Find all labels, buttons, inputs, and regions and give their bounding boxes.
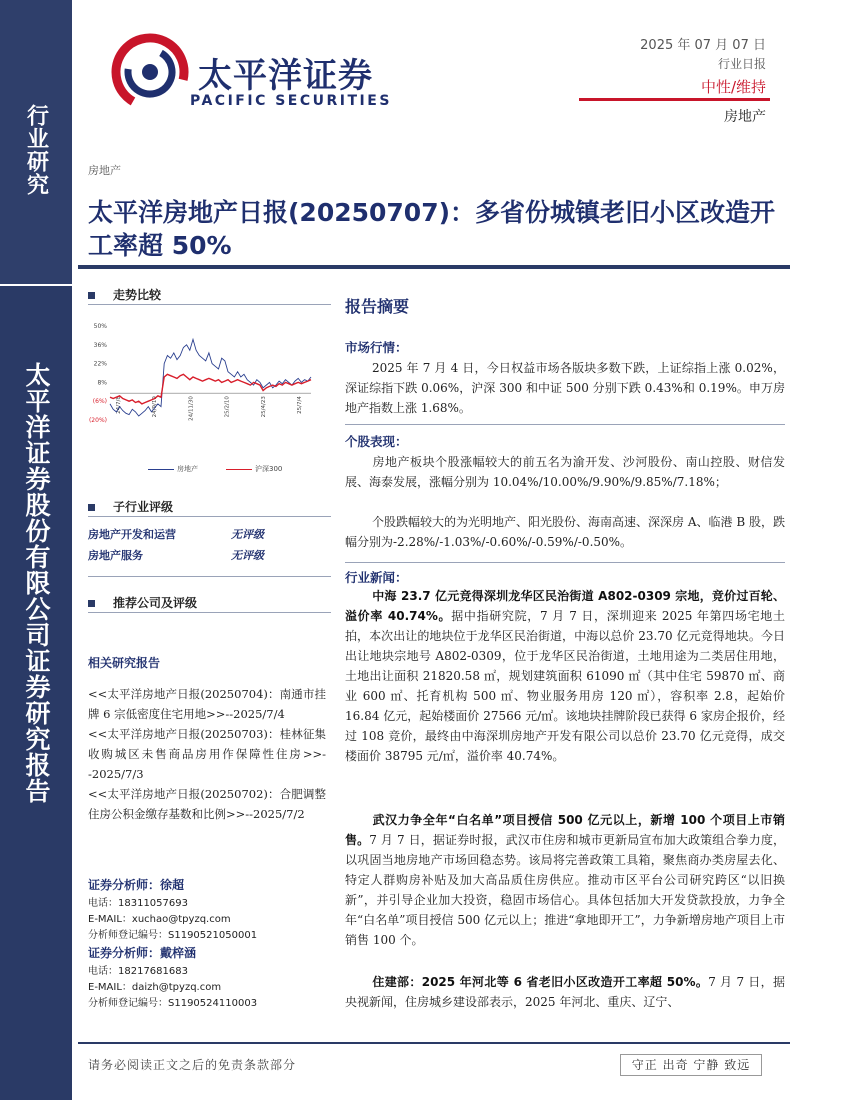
- news-text: 据中指研究院，7 月 7 日，深圳迎来 2025 年第四场宅地土拍，本次出让的地块位于龙华区民治街道，中海以总价 23.70 亿元竞得地块。今日出让地块宗地号 A802-0309，位于龙华区民治街道，土地用途为二类居住用地，土地出让面积 21820.58 ㎡，规划建筑面积 61090 ㎡（其中住宅 59870 ㎡、商业 600 ㎡、托育机构 500 ㎡、物业服务用房 120 ㎡），容积率 2.8，起始价 16.84 亿元，起始楼面价 27566 元/㎡。该地块挂牌阶段已获得 6 家房企报价，经过 108 竞价，最终由中海深圳房地产开发有限公司以总价 23.70 亿元竞得，成交楼面价 38795 元/㎡，溢价率 40.74%。: [345, 609, 785, 763]
- related-report-link[interactable]: <<太平洋房地产日报(20250704)：南通市挂牌 6 宗低密度住宅用地>>--2025/7/4: [88, 687, 326, 721]
- analyst-block: [88, 942, 331, 1012]
- x-tick-label: 25/2/10: [224, 396, 231, 418]
- y-tick-label: (6%): [92, 398, 107, 406]
- legend-swatch: [148, 469, 174, 470]
- news-text: 7 月 7 日，据证券时报，武汉市住房和城市更新局宣布加大政策组合拳力度，以巩固当地房地产市场回稳态势。该局将完善政策工具箱，聚焦商办类房屋去化、特定人群购房补贴及加大高品质住房供应。推动市区平台公司研究跨区“以旧换新”，并引导企业加大投资，稳固市场信心。具体包括加大开发贷款投放，力争全年“白名单”项目授信 500 亿元以上；推进“拿地即开工”，力争新增房地产项目上市销售 100 个。: [345, 833, 785, 947]
- y-tick-label: 36%: [93, 341, 107, 349]
- analyst-name: 证券分析师：徐超: [88, 878, 185, 892]
- sector-tag: 房地产: [88, 164, 121, 177]
- x-tick-label: 25/7/4: [297, 396, 303, 414]
- sidebar-company-label: 太平洋证券股份有限公司证券研究报告: [22, 362, 51, 804]
- report-sector: 房地产: [724, 109, 766, 125]
- chart-legend: [148, 464, 282, 474]
- news-text: 7 月 7 日，据央视新闻，住房城乡建设部表示，2025 年河北、重庆、辽宁、: [345, 975, 785, 1009]
- subindustry-heading-text: 子行业评级: [113, 500, 174, 514]
- legend-item-1: [226, 464, 282, 474]
- rating-value: 无评级: [231, 549, 264, 562]
- trend-heading: [88, 286, 161, 303]
- logo-en-text: PACIFIC SECURITIES: [190, 93, 392, 109]
- market-heading: 市场行情：: [345, 340, 408, 355]
- trend-chart: [88, 320, 331, 460]
- footer-motto: 守正 出奇 宁静 致远: [620, 1054, 762, 1076]
- analyst-email[interactable]: E-MAIL：daizh@tpyzq.com: [88, 982, 222, 993]
- rating-row: [88, 547, 331, 564]
- sidebar-category-label: 行业研究: [23, 104, 49, 196]
- section-square-icon: [88, 504, 95, 511]
- x-tick-label: 24/11/30: [188, 396, 195, 421]
- divider: [88, 516, 331, 517]
- analyst-email[interactable]: E-MAIL：xuchao@tpyzq.com: [88, 914, 231, 925]
- y-tick-label: (20%): [88, 417, 107, 424]
- y-tick-label: 22%: [93, 360, 107, 368]
- subindustry-rating-table: [88, 526, 331, 564]
- trend-chart-svg: [88, 320, 331, 460]
- related-heading: 相关研究报告: [88, 656, 161, 670]
- analyst-name: 证券分析师：戴梓涵: [88, 946, 197, 960]
- analyst-cert: 分析师登记编号：S1190524110003: [88, 998, 258, 1009]
- news-headline: 中海 23.7 亿元竞得深圳龙华区民治街道 A802-0309 宗地，竞价过百轮、溢价率 40.74%。: [345, 589, 785, 623]
- report-title: 太平洋房地产日报(20250707)：多省份城镇老旧小区改造开工率超 50%: [88, 198, 776, 260]
- y-tick-label: 50%: [93, 323, 107, 330]
- analyst-phone: 电话：18311057693: [88, 898, 188, 909]
- news-headline: 武汉力争全年“白名单”项目授信 500 亿元以上，新增 100 个项目上市销售。: [345, 813, 785, 847]
- industry-rating: 中性/维持: [700, 78, 766, 96]
- divider: [88, 576, 331, 577]
- related-report-link[interactable]: <<太平洋房地产日报(20250702)：合肥调整住房公积金缴存基数和比例>>--2025/7/2: [88, 787, 326, 821]
- stock-paragraph-2: [345, 512, 785, 552]
- footer-rule: [78, 1042, 790, 1044]
- analyst-block: [88, 874, 331, 944]
- divider: [345, 562, 785, 563]
- related-report-list: [88, 684, 326, 824]
- recommend-heading: [88, 594, 197, 611]
- logo-cn-text: 太平洋证券: [198, 56, 373, 96]
- legend-label: 房地产: [177, 465, 198, 473]
- series-line-0: [110, 339, 311, 416]
- stock-heading: 个股表现：: [345, 434, 408, 449]
- sidebar-top: [0, 0, 72, 284]
- subindustry-heading: [88, 498, 173, 515]
- analyst-cert: 分析师登记编号：S1190521050001: [88, 930, 258, 941]
- news-paragraph-2: [345, 810, 785, 950]
- legend-swatch: [226, 469, 252, 470]
- divider: [88, 304, 331, 305]
- x-tick-label: 25/4/23: [260, 396, 267, 418]
- rating-row: [88, 526, 331, 543]
- legend-item-0: [148, 464, 198, 474]
- series-line-1: [110, 374, 311, 404]
- section-square-icon: [88, 292, 95, 299]
- section-square-icon: [88, 600, 95, 607]
- x-tick-label: 24/7/8: [116, 396, 122, 414]
- rating-name: 房地产服务: [88, 549, 143, 562]
- sidebar-bottom: [0, 286, 72, 1100]
- rating-value: 无评级: [231, 528, 264, 541]
- analyst-phone: 电话：18217681683: [88, 966, 188, 977]
- divider: [345, 424, 785, 425]
- y-tick-label: 8%: [97, 379, 107, 387]
- report-date: 2025 年 07 月 07 日: [640, 38, 766, 53]
- recommend-heading-text: 推荐公司及评级: [113, 596, 198, 610]
- trend-heading-text: 走势比较: [113, 288, 162, 302]
- stock-text: 房地产板块个股涨幅较大的前五名为渝开发、沙河股份、南山控股、财信发展、海泰发展，涨幅分别为 10.04%/10.00%/9.90%/9.85%/7.18%；: [345, 455, 785, 489]
- news-headline: 住建部：2025 年河北等 6 省老旧小区改造开工率超 50%。: [372, 975, 709, 989]
- title-rule: [78, 265, 790, 269]
- header-red-rule: [579, 98, 770, 101]
- stock-paragraph-1: [345, 452, 785, 492]
- market-paragraph: [345, 358, 785, 418]
- news-paragraph-3: [345, 972, 785, 1012]
- report-type: 行业日报: [717, 57, 766, 71]
- news-heading: 行业新闻：: [345, 570, 408, 585]
- divider: [88, 612, 331, 613]
- x-tick-label: 24/9/19: [152, 396, 159, 418]
- market-text: 2025 年 7 月 4 日，今日权益市场各版块多数下跌，上证综指上涨 0.02%，深证综指下跌 0.06%，沪深 300 和中证 500 分别下跌 0.43%和 0.19%。申万房地产指数上涨 1.68%。: [345, 361, 785, 415]
- stock-text: 个股跌幅较大的为光明地产、阳光股份、海南高速、深深房 A、临港 B 股，跌幅分别为-2.28%/-1.03%/-0.60%/-0.59%/-0.50%。: [345, 515, 785, 549]
- summary-title: 报告摘要: [345, 297, 410, 316]
- related-report-link[interactable]: <<太平洋房地产日报(20250703)：桂林征集收购城区未售商品房用作保障性住房>>--2025/7/3: [88, 727, 326, 781]
- news-paragraph-1: [345, 586, 785, 766]
- legend-label: 沪深300: [255, 465, 283, 473]
- footer-disclaimer: 请务必阅读正文之后的免责条款部分: [88, 1058, 297, 1072]
- rating-name: 房地产开发和运营: [88, 528, 176, 541]
